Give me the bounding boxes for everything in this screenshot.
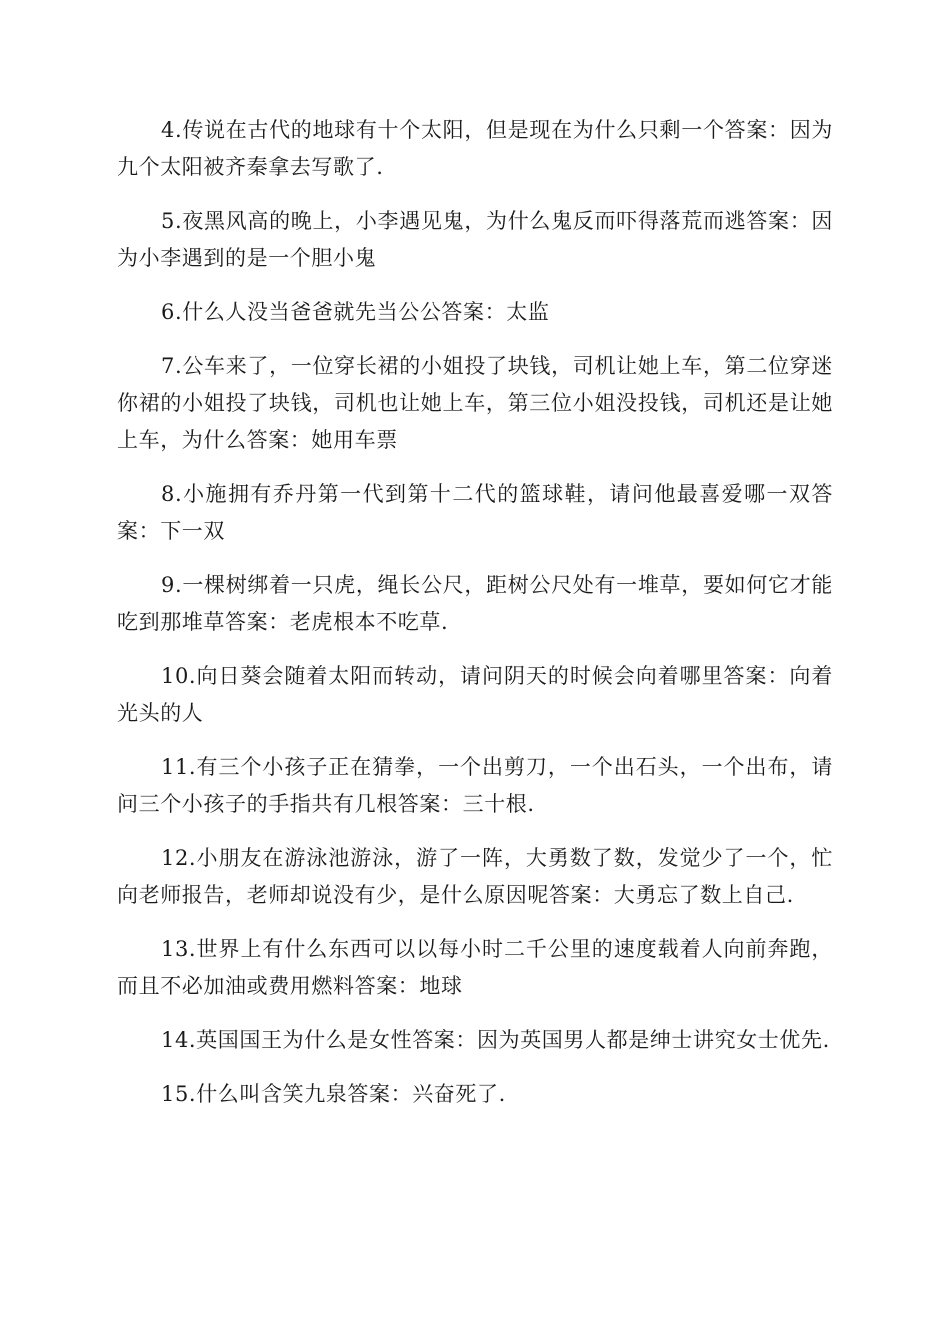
paragraph-riddle-10: 10.向日葵会随着太阳而转动，请问阴天的时候会向着哪里答案：向着光头的人 [117,664,833,725]
paragraph-riddle-15: 15.什么叫含笑九泉答案：兴奋死了. [161,1082,506,1106]
paragraph-riddle-5: 5.夜黑风高的晚上，小李遇见鬼，为什么鬼反而吓得落荒而逃答案：因为小李遇到的是一个胆小鬼 [117,209,833,270]
document-body [117,112,833,1130]
paragraph-riddle-7: 7.公车来了，一位穿长裙的小姐投了块钱，司机让她上车，第二位穿迷你裙的小姐投了块钱，司机也让她上车，第三位小姐没投钱，司机还是让她上车，为什么答案：她用车票 [117,354,833,452]
paragraph-riddle-13: 13.世界上有什么东西可以以每小时二千公里的速度载着人向前奔跑，而且不必加油或费用燃料答案：地球 [117,937,833,998]
paragraph-riddle-11: 11.有三个小孩子正在猜拳，一个出剪刀，一个出石头，一个出布，请问三个小孩子的手指共有几根答案：三十根. [117,755,833,816]
paragraph-riddle-12: 12.小朋友在游泳池游泳，游了一阵，大勇数了数，发觉少了一个，忙向老师报告，老师却说没有少，是什么原因呢答案：大勇忘了数上自己. [117,846,833,907]
paragraph-riddle-14: 14.英国国王为什么是女性答案：因为英国男人都是绅士讲究女士优先. [161,1028,830,1052]
paragraph-riddle-6: 6.什么人没当爸爸就先当公公答案：太监 [161,300,550,324]
paragraph-riddle-4: 4.传说在古代的地球有十个太阳，但是现在为什么只剩一个答案：因为九个太阳被齐秦拿去写歌了. [117,118,833,179]
paragraph-riddle-8: 8.小施拥有乔丹第一代到第十二代的篮球鞋，请问他最喜爱哪一双答案：下一双 [117,482,833,543]
paragraph-riddle-9: 9.一棵树绑着一只虎，绳长公尺，距树公尺处有一堆草，要如何它才能吃到那堆草答案：老虎根本不吃草. [117,573,833,634]
